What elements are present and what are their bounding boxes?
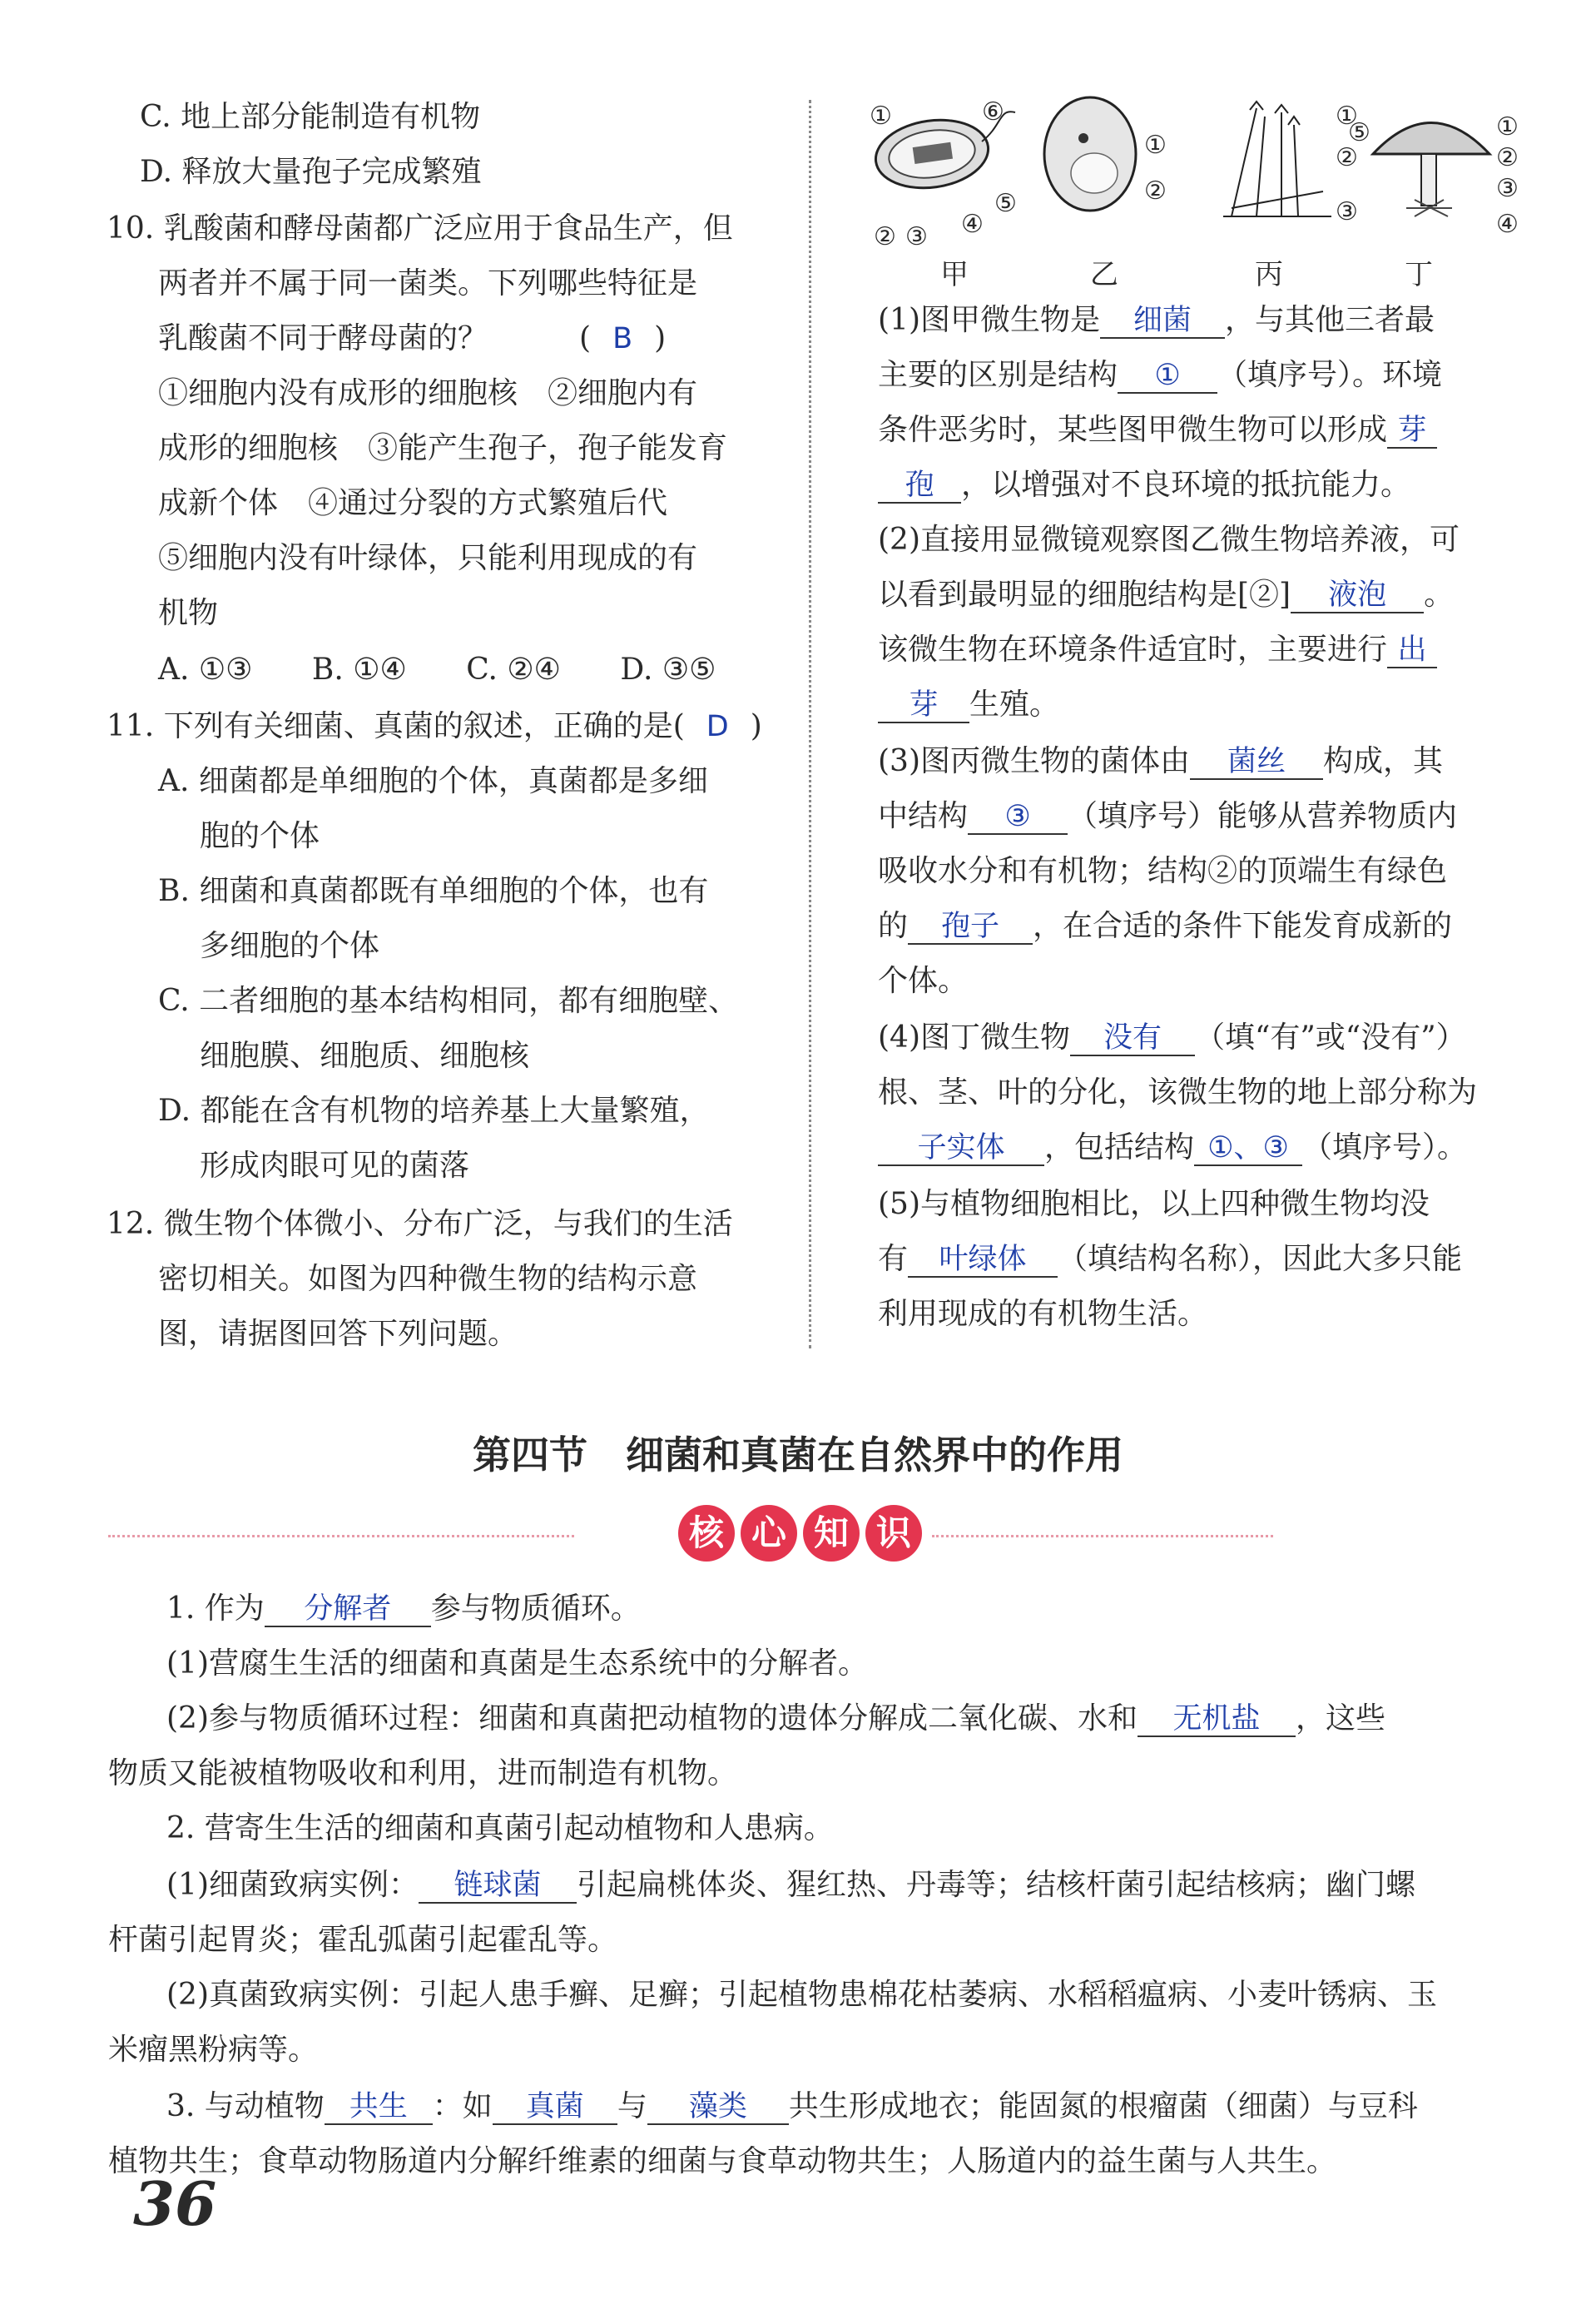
core-item-3-line1: 3. 与动植物 共生 ：如 真菌 与 藻类 共生形成地衣；能固氮的根瘤菌（细菌）与豆科 bbox=[166, 2089, 1418, 2123]
yeast-figure bbox=[1044, 97, 1136, 211]
core-item-1-sub2-line2: 物质又能被植物吸收和利用，进而制造有机物。 bbox=[108, 1756, 738, 1790]
mushroom-label-3: ③ bbox=[1496, 174, 1519, 203]
q11-option-a-line2: 胞的个体 bbox=[200, 819, 320, 853]
q12-part3-line1: (3)图丙微生物的菌体由 菌丝 构成，其 bbox=[878, 744, 1444, 778]
q10-option-d: D. ③⑤ bbox=[620, 653, 716, 687]
bacterium-label-6: ⑥ bbox=[982, 97, 1004, 127]
core-item-1-sub2-line1: (2)参与物质循环过程：细菌和真菌把动植物的遗体分解成二氧化碳、水和 无机盐 ，这些 bbox=[166, 1701, 1386, 1735]
microorganism-diagram bbox=[865, 92, 1531, 291]
column-divider bbox=[809, 100, 811, 1348]
core-item-2: 2. 营寄生生活的细菌和真菌引起动植物和人患病。 bbox=[166, 1811, 834, 1845]
core-item-1: 1. 作为 分解者 参与物质循环。 bbox=[166, 1591, 641, 1626]
q12-part4-line1: (4)图丁微生物 没有 （填“有”或“没有”） bbox=[878, 1020, 1466, 1055]
core-item-2-sub2-line2: 米瘤黑粉病等。 bbox=[108, 2033, 319, 2067]
bacterium-label-4: ④ bbox=[961, 210, 984, 239]
q11-answer: D bbox=[706, 710, 729, 743]
q12-part5-line1: (5)与植物细胞相比，以上四种微生物均没 bbox=[878, 1187, 1430, 1221]
q10-options bbox=[158, 649, 716, 691]
q12-part1-line4: 孢 ，以增强对不良环境的抵抗能力。 bbox=[878, 464, 1410, 506]
caption-jia: 甲 bbox=[940, 258, 969, 291]
q12-part3-line5: 个体。 bbox=[878, 964, 969, 998]
banner-char-4: 识 bbox=[865, 1505, 922, 1562]
q10-statement-1: ①细胞内没有成形的细胞核 ②细胞内有 bbox=[158, 376, 698, 410]
q12-part3-line4: 的 孢子 ，在合适的条件下能发育成新的 bbox=[878, 909, 1453, 943]
core-item-2-sub1-line1: (1)细菌致病实例： 链球菌 引起扁桃体炎、猩红热、丹毒等；结核杆菌引起结核病；幽门螺 bbox=[166, 1868, 1416, 1902]
q10-option-c: C. ②④ bbox=[466, 653, 561, 687]
q10-stem-line1: 10. 乳酸菌和酵母菌都广泛应用于食品生产，但 bbox=[107, 211, 733, 246]
page-number: 36 bbox=[133, 2168, 217, 2239]
caption-ding: 丁 bbox=[1405, 258, 1433, 291]
q11-option-c-line2: 细胞膜、细胞质、细胞核 bbox=[200, 1039, 530, 1073]
mushroom-label-5: ⑤ bbox=[1348, 118, 1370, 147]
mold-label-2: ② bbox=[1336, 143, 1358, 172]
mushroom-figure bbox=[1373, 123, 1489, 217]
q11-option-d-line2: 形成肉眼可见的菌落 bbox=[200, 1149, 470, 1183]
q11-option-c-line1: C. 二者细胞的基本结构相同，都有细胞壁、 bbox=[158, 984, 739, 1018]
q10-statement-3: 成新个体 ④通过分裂的方式繁殖后代 bbox=[158, 486, 668, 520]
q12-part1-line3: 条件恶劣时，某些图甲微生物可以形成 芽 bbox=[878, 410, 1437, 451]
mushroom-label-2: ② bbox=[1496, 143, 1519, 172]
q10-answer: B bbox=[612, 322, 633, 355]
mold-figure bbox=[1223, 102, 1331, 216]
q10-statement-4: ⑤细胞内没有叶绿体，只能利用现成的有 bbox=[158, 541, 698, 575]
q12-stem-line2: 密切相关。如图为四种微生物的结构示意 bbox=[158, 1262, 698, 1296]
q12-part1-line2: 主要的区别是结构 ① （填序号）。环境 bbox=[878, 358, 1443, 392]
q12-part1-line1: (1)图甲微生物是 细菌 ，与其他三者最 bbox=[878, 303, 1435, 337]
core-knowledge-banner bbox=[108, 1505, 1273, 1563]
q10-statement-2: 成形的细胞核 ③能产生孢子，孢子能发育 bbox=[158, 431, 728, 465]
core-item-3-line2: 植物共生；食草动物肠道内分解纤维素的细菌与食草动物共生；人肠道内的益生菌与人共生。 bbox=[108, 2144, 1337, 2178]
banner-rule-right bbox=[932, 1535, 1273, 1537]
core-item-1-sub1: (1)营腐生生活的细菌和真菌是生态系统中的分解者。 bbox=[166, 1646, 868, 1681]
q9-option-c: C. 地上部分能制造有机物 bbox=[140, 100, 481, 134]
mold-label-1: ① bbox=[1336, 102, 1358, 131]
q11-option-b-line1: B. 细菌和真菌都既有单细胞的个体，也有 bbox=[158, 874, 709, 908]
q10-option-b: B. ①④ bbox=[311, 653, 407, 687]
q11-option-a-line1: A. 细菌都是单细胞的个体，真菌都是多细 bbox=[158, 764, 708, 798]
q12-part3-line2: 中结构 ③ （填序号）能够从营养物质内 bbox=[878, 799, 1458, 833]
mold-label-3: ③ bbox=[1336, 197, 1358, 226]
q12-part5-line2: 有 叶绿体 （填结构名称），因此大多只能 bbox=[878, 1242, 1463, 1276]
q12-part2-line1: (2)直接用显微镜观察图乙微生物培养液，可 bbox=[878, 523, 1460, 557]
banner-char-3: 知 bbox=[803, 1505, 860, 1562]
q12-part4-line3: 子实体 ，包括结构 ①、③ （填序号）。 bbox=[878, 1127, 1467, 1169]
banner-rule-left bbox=[108, 1535, 574, 1537]
q12-stem-line3: 图，请据图回答下列问题。 bbox=[158, 1317, 518, 1351]
q10-stem-line3: 乳酸菌不同于酵母菌的？ ( B ) bbox=[158, 321, 667, 355]
q12-part5-line3: 利用现成的有机物生活。 bbox=[878, 1297, 1208, 1331]
q12-part2-line4: 芽 生殖。 bbox=[878, 684, 1059, 726]
banner-char-2: 心 bbox=[741, 1505, 797, 1562]
bacterium-label-5: ⑤ bbox=[994, 189, 1017, 218]
banner-char-1: 核 bbox=[678, 1505, 735, 1562]
q12-stem-line1: 12. 微生物个体微小、分布广泛，与我们的生活 bbox=[107, 1207, 733, 1241]
caption-bing: 丙 bbox=[1255, 258, 1283, 291]
yeast-label-2: ② bbox=[1144, 176, 1167, 206]
q11-option-d-line1: D. 都能在含有机物的培养基上大量繁殖， bbox=[158, 1094, 710, 1128]
core-item-2-sub1-line2: 杆菌引起胃炎；霍乱弧菌引起霍乱等。 bbox=[108, 1923, 618, 1957]
bacterium-label-1: ① bbox=[870, 102, 892, 131]
mushroom-label-4: ④ bbox=[1496, 210, 1519, 239]
yeast-label-1: ① bbox=[1144, 131, 1167, 160]
core-item-2-sub2-line1: (2)真菌致病实例：引起人患手癣、足癣；引起植物患棉花枯萎病、水稻稻瘟病、小麦叶锈病、玉 bbox=[166, 1978, 1437, 2012]
q9-option-d: D. 释放大量孢子完成繁殖 bbox=[140, 155, 482, 189]
bacterium-label-3: ③ bbox=[905, 222, 928, 251]
q12-part2-line2: 以看到最明显的细胞结构是[②] 液泡 。 bbox=[878, 578, 1455, 612]
q10-option-a: A. ①③ bbox=[158, 653, 253, 687]
q11-option-b-line2: 多细胞的个体 bbox=[200, 929, 380, 963]
q12-part2-line3: 该微生物在环境条件适宜时，主要进行 出 bbox=[878, 629, 1437, 671]
q10-stem-line2: 两者并不属于同一菌类。下列哪些特征是 bbox=[158, 266, 698, 300]
caption-yi: 乙 bbox=[1090, 258, 1118, 291]
q12-part4-line2: 根、茎、叶的分化，该微生物的地上部分称为 bbox=[878, 1075, 1478, 1110]
mushroom-label-1: ① bbox=[1496, 112, 1519, 142]
q10-statement-5: 机物 bbox=[158, 596, 219, 630]
q11-stem: 11. 下列有关细菌、真菌的叙述，正确的是( D ) bbox=[107, 709, 762, 743]
bacterium-label-2: ② bbox=[874, 222, 896, 251]
q12-part3-line3: 吸收水分和有机物；结构②的顶端生有绿色 bbox=[878, 854, 1448, 888]
section-title: 第四节 细菌和真菌在自然界中的作用 bbox=[473, 1433, 1123, 1477]
